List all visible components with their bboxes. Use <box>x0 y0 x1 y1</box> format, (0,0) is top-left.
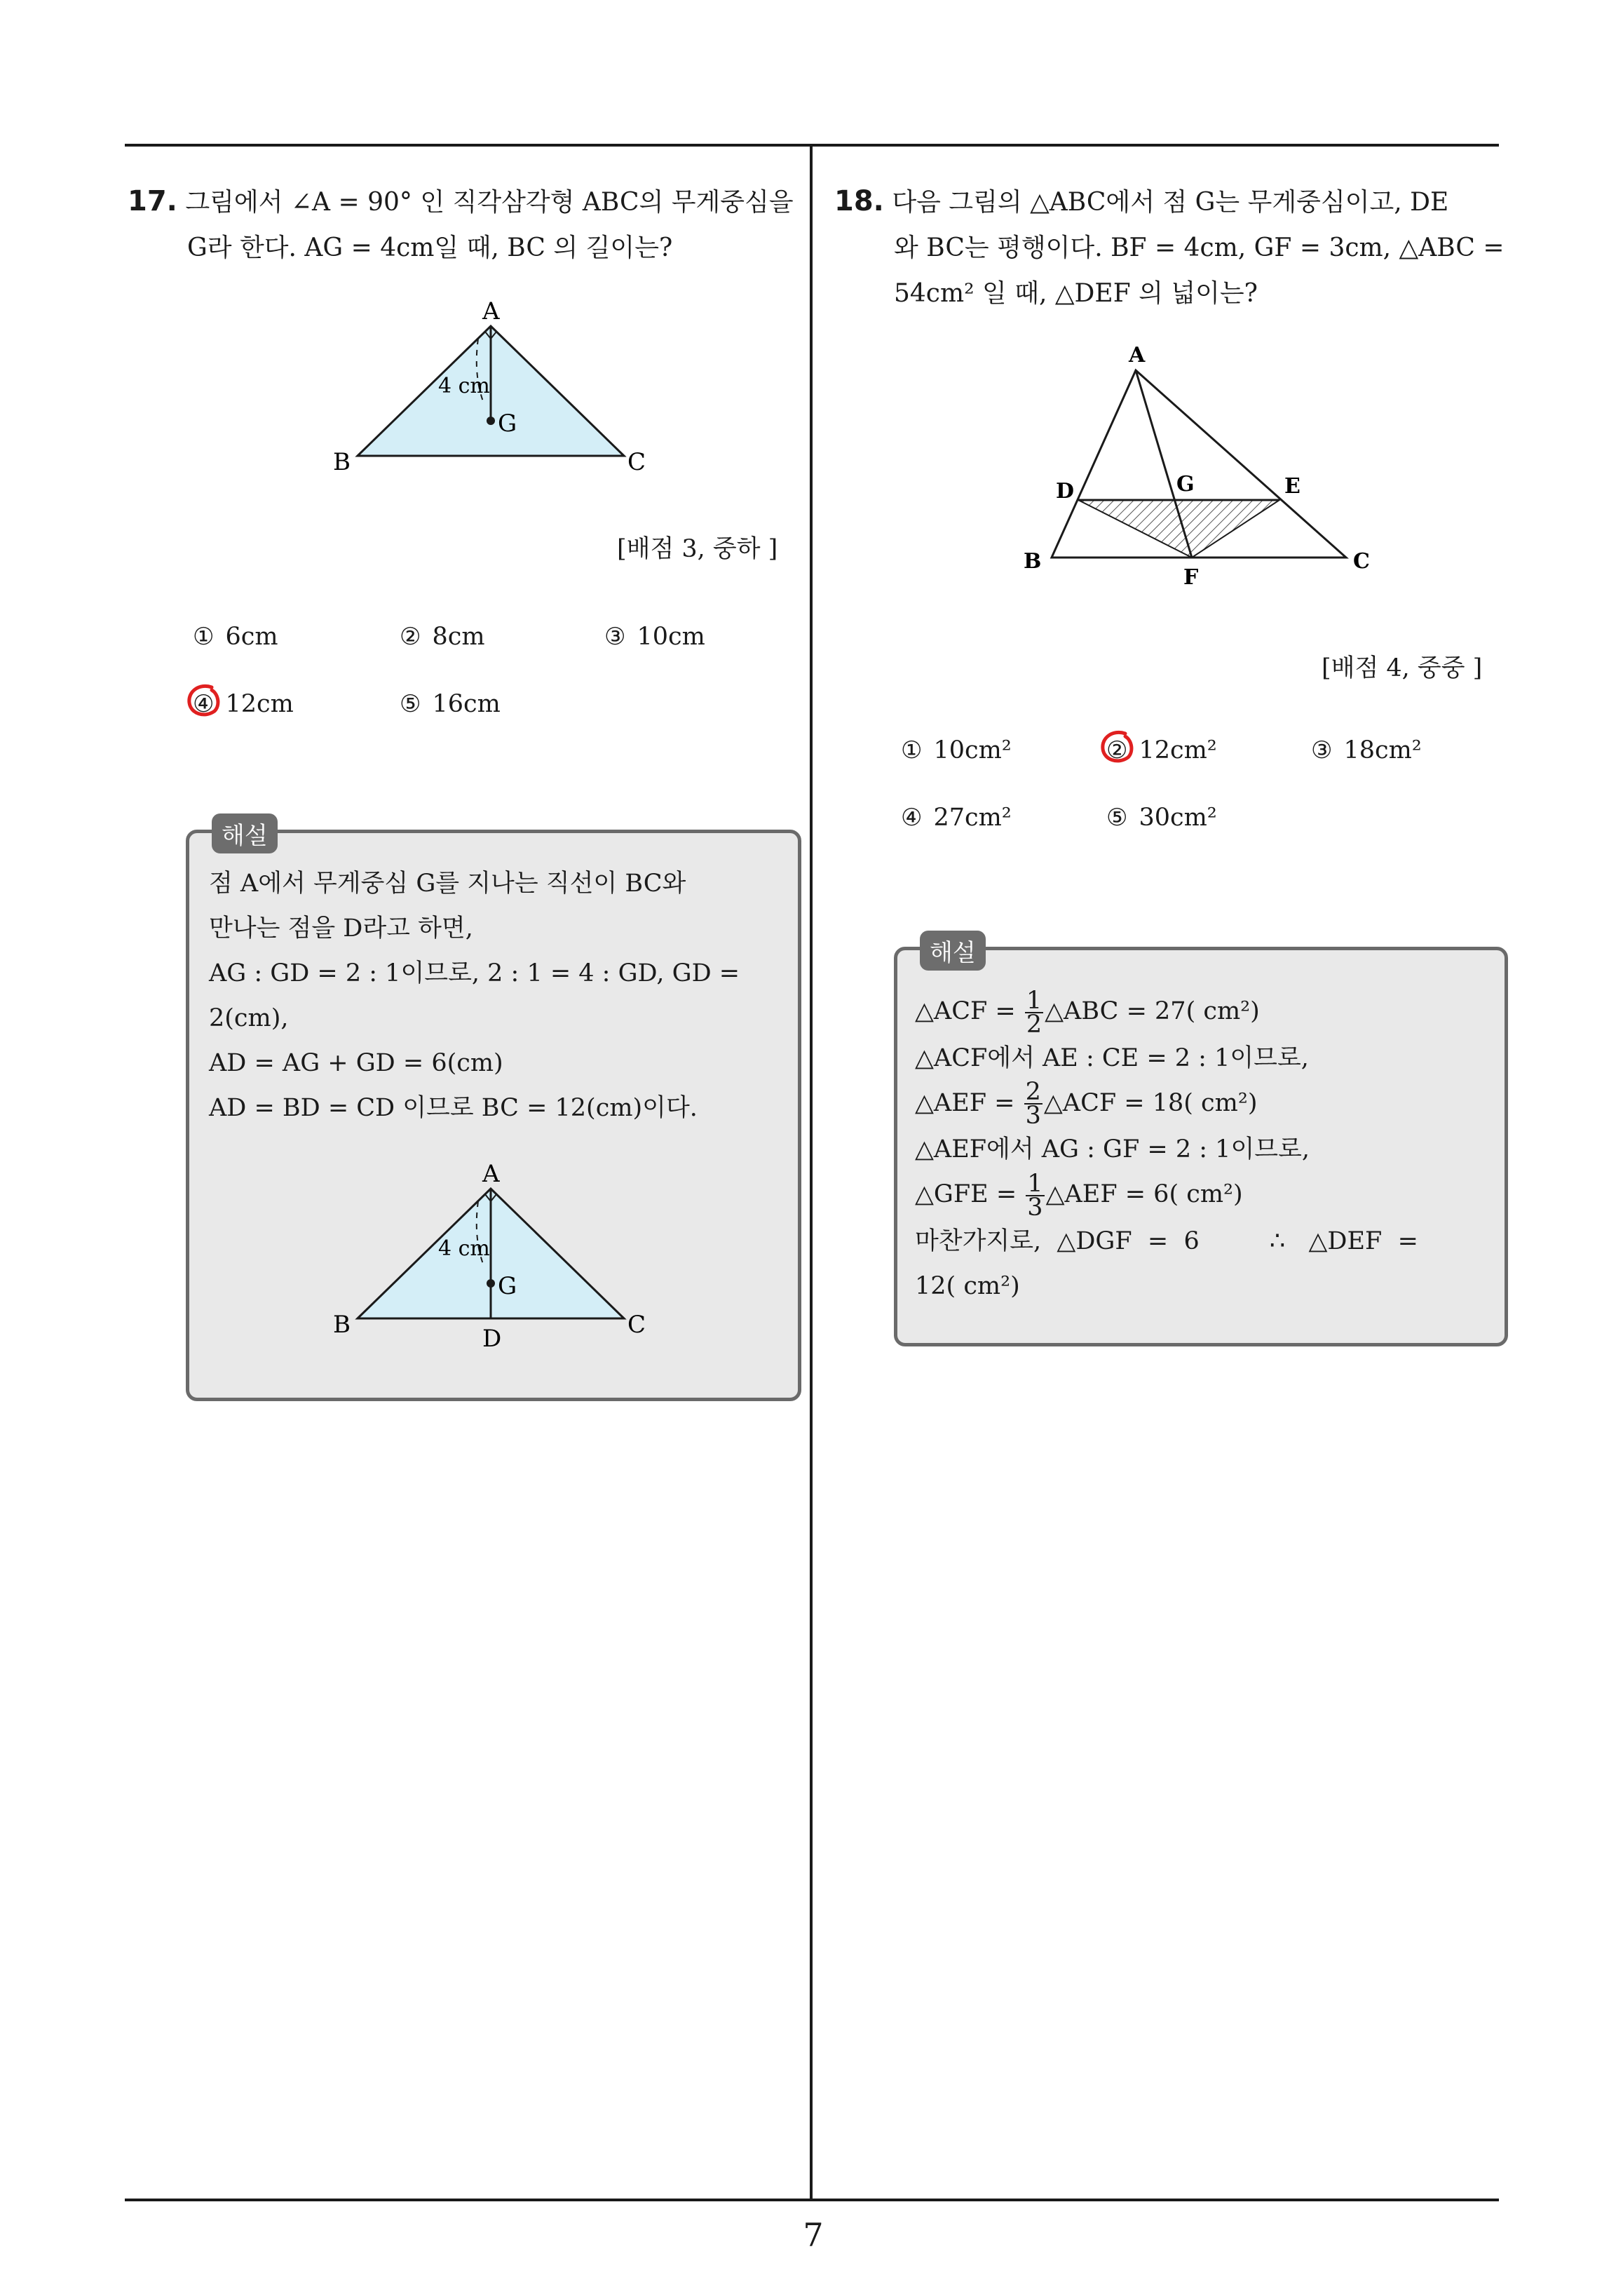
bottom-rule <box>125 2199 1499 2201</box>
q17-solution-text <box>209 861 780 1130</box>
label-a: A <box>1129 343 1146 367</box>
label-f: F <box>1183 565 1199 590</box>
q17-choice-5[interactable]: ⑤ 16cm <box>400 690 501 718</box>
q17-choice-2[interactable]: ② 8cm <box>400 623 485 651</box>
solution-line: 점 A에서 무게중심 G를 지나는 직선이 BC와 <box>209 870 686 898</box>
solution-line: AG : GD = 2 : 1이므로, 2 : 1 = 4 : GD, GD = <box>209 959 740 987</box>
solution-line: 2(cm), <box>209 1004 289 1032</box>
question-number: 17. <box>128 185 177 217</box>
fraction: $\frac{2}{3}$ <box>1025 1078 1041 1130</box>
question-17-text <box>128 179 801 271</box>
q18-figure <box>1024 342 1388 597</box>
solution-line: 마찬가지로, △DGF = 6 ∴ △DEF = <box>915 1227 1418 1255</box>
solution-line: △ACF에서 AE : CE = 2 : 1이므로, <box>915 1044 1309 1072</box>
label-length: 4 cm <box>438 374 490 398</box>
label-length: 4 cm <box>438 1236 490 1261</box>
q18-choice-5[interactable]: ⑤ 30cm² <box>1106 804 1217 832</box>
question-body: 그림에서 ∠A = 90° 인 직각삼각형 ABC의 무게중심을 G라 한다. AG = 4cm일 때, BC 의 길이는? <box>185 188 794 262</box>
q17-choice-1[interactable]: ① 6cm <box>193 623 278 651</box>
label-a: A <box>482 298 500 325</box>
centroid-point <box>487 1279 495 1288</box>
page-number: 7 <box>803 2216 824 2254</box>
label-g: G <box>1176 472 1195 497</box>
q18-score: [배점 4, 중중 ] <box>1322 654 1483 682</box>
label-b: B <box>333 1311 351 1339</box>
question-body-line2: 와 BC는 평행이다. BF = 4cm, GF = 3cm, △ABC = <box>894 234 1505 262</box>
question-number: 18. <box>834 185 884 217</box>
answer-mark-circle <box>184 682 223 721</box>
solution-line: △AEF = $\frac{2}{3}$ △ACF = 18( cm²) <box>915 1078 1258 1130</box>
fraction: $\frac{1}{2}$ <box>1026 986 1043 1039</box>
label-b: B <box>333 448 351 476</box>
label-e: E <box>1284 474 1301 499</box>
q18-solution-tag: 해설 <box>920 931 986 971</box>
fraction: $\frac{1}{3}$ <box>1027 1169 1043 1222</box>
answer-mark-circle <box>1097 728 1136 767</box>
q18-choice-4[interactable]: ④ 27cm² <box>901 804 1012 832</box>
q17-solution-tag: 해설 <box>212 813 278 853</box>
q17-choice-3[interactable]: ③ 10cm <box>604 623 705 651</box>
label-d: D <box>1056 479 1075 504</box>
q17-figure <box>330 298 680 483</box>
question-body-line1: 다음 그림의 △ABC에서 점 G는 무게중심이고, DE <box>892 188 1449 217</box>
q18-choice-1[interactable]: ① 10cm² <box>901 736 1012 764</box>
q18-choice-2[interactable]: ② 12cm² <box>1106 736 1217 764</box>
label-a: A <box>482 1161 500 1188</box>
triangle-def-shaded <box>1078 500 1279 558</box>
centroid-point <box>487 417 495 425</box>
solution-line: △ACF = $\frac{1}{2}$ △ABC = 27( cm²) <box>915 986 1260 1039</box>
q17-solution-figure <box>330 1161 680 1360</box>
label-g: G <box>498 1272 517 1300</box>
question-18-text <box>834 179 1507 316</box>
label-d: D <box>482 1325 502 1353</box>
column-divider <box>810 144 813 2201</box>
label-c: C <box>627 1311 646 1339</box>
solution-line: AD = BD = CD 이므로 BC = 12(cm)이다. <box>209 1094 698 1122</box>
label-c: C <box>1353 549 1370 574</box>
solution-line: AD = AG + GD = 6(cm) <box>209 1049 503 1077</box>
solution-line: △AEF에서 AG : GF = 2 : 1이므로, <box>915 1135 1310 1163</box>
question-body-line3: 54cm² 일 때, △DEF 의 넓이는? <box>894 279 1258 308</box>
q17-choice-4[interactable]: ④ 12cm <box>193 690 294 718</box>
solution-line: 만나는 점을 D라고 하면, <box>209 914 473 943</box>
label-c: C <box>627 448 646 476</box>
q18-choice-3[interactable]: ③ 18cm² <box>1311 736 1422 764</box>
q17-score: [배점 3, 중하 ] <box>617 535 778 563</box>
label-b: B <box>1024 549 1042 574</box>
question-17 <box>128 179 801 271</box>
solution-line: 12( cm²) <box>915 1271 1020 1300</box>
q18-solution-text <box>915 986 1483 1309</box>
solution-line: △GFE = $\frac{1}{3}$ △AEF = 6( cm²) <box>915 1169 1243 1222</box>
question-18 <box>834 179 1507 316</box>
label-g: G <box>498 410 517 438</box>
